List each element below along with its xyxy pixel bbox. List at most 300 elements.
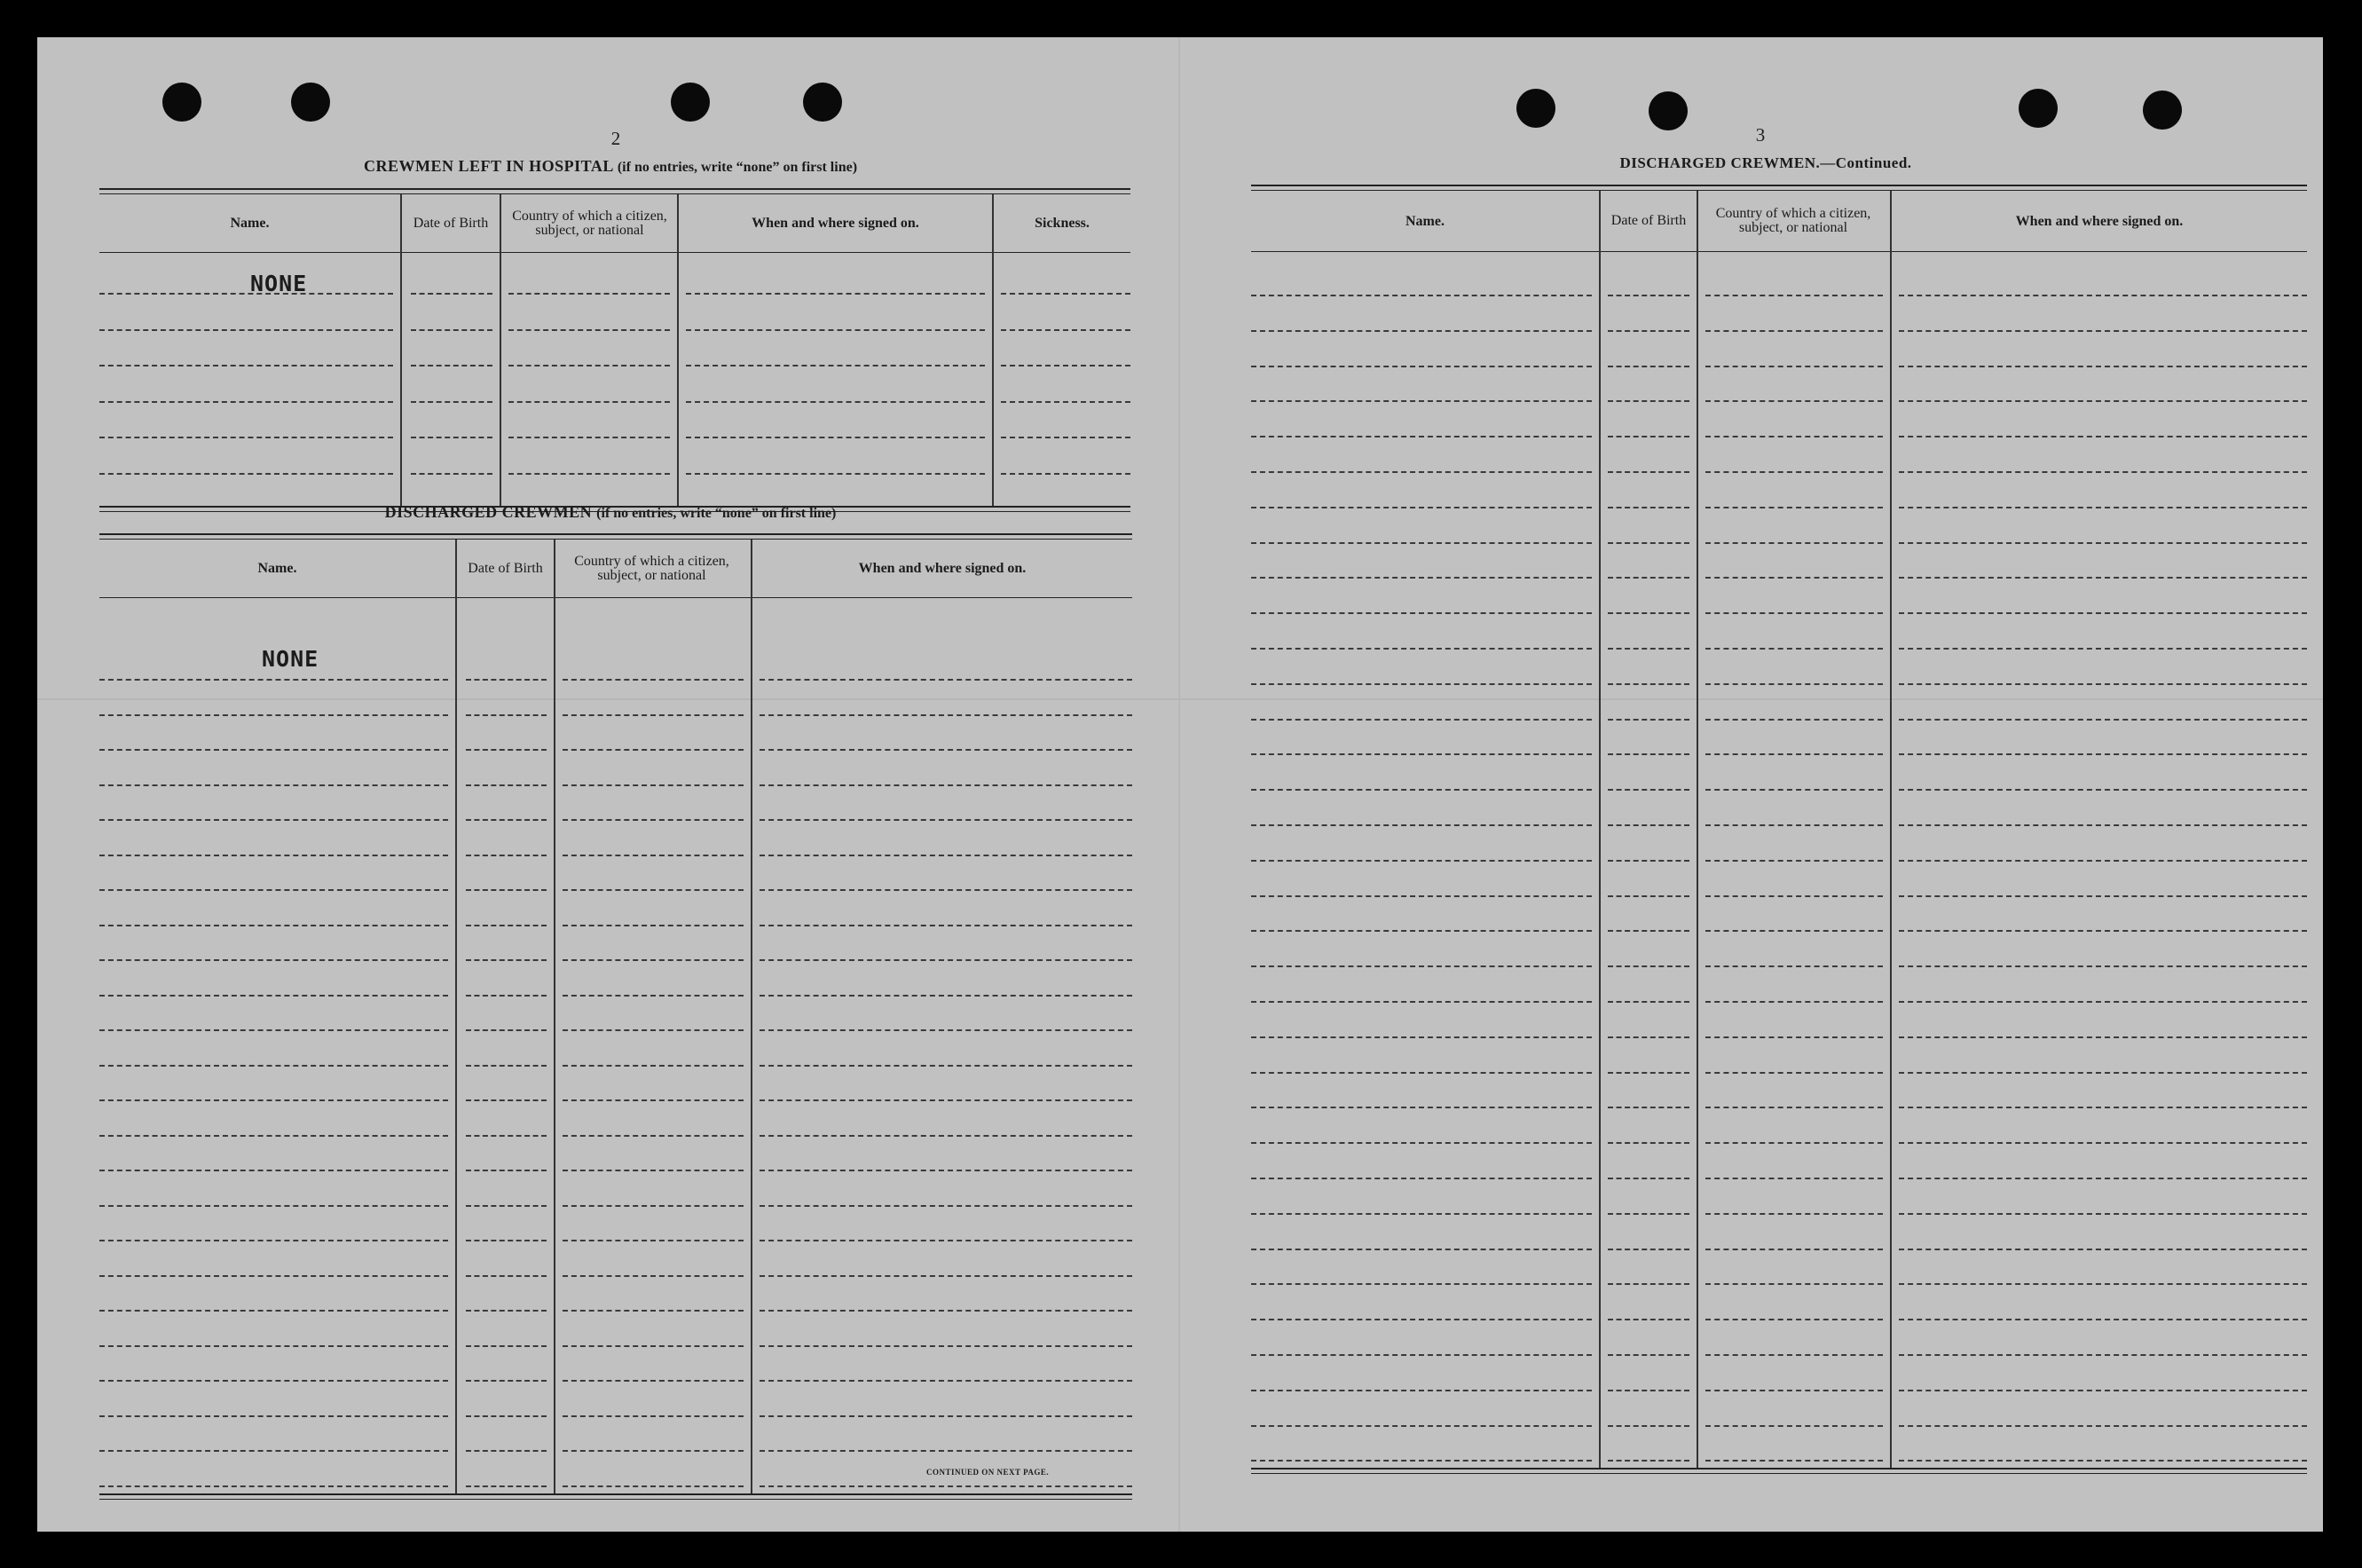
ruled-line: [1705, 295, 1883, 296]
ruled-line: [1899, 895, 2307, 897]
ruled-line: [1899, 1072, 2307, 1074]
ruled-line: [1251, 1001, 1592, 1003]
discharged-title-text: DISCHARGED CREWMEN: [384, 503, 593, 521]
ruled-line: [1251, 471, 1592, 473]
ruled-line: [466, 1170, 547, 1171]
ruled-line: [1608, 930, 1689, 932]
ruled-line: [1608, 1107, 1689, 1108]
ruled-line: [466, 819, 547, 821]
page-number-left: 2: [610, 128, 621, 149]
ruled-line: [1899, 965, 2307, 967]
ruled-line: [563, 925, 744, 926]
ruled-line: [1608, 1072, 1689, 1074]
ruled-line: [1251, 366, 1592, 367]
ruled-line: [411, 293, 492, 295]
ruled-line: [1608, 507, 1689, 508]
table-bottom-rule: [99, 1493, 1132, 1500]
ruled-line: [1608, 1142, 1689, 1144]
ruled-line: [563, 1065, 744, 1067]
table-top-rule: [99, 188, 1130, 194]
header-signed-on: When and where signed on.: [2015, 213, 2184, 229]
ruled-line: [1705, 1319, 1883, 1320]
ruled-line: [1608, 436, 1689, 437]
ruled-line: [1899, 824, 2307, 826]
ruled-line: [99, 1135, 448, 1137]
ruled-line: [1001, 473, 1130, 475]
ruled-line: [1608, 1249, 1689, 1250]
ruled-line: [760, 1310, 1132, 1312]
ruled-line: [563, 1205, 744, 1207]
ruled-line: [563, 995, 744, 997]
ruled-line: [99, 1170, 448, 1171]
column-divider: [500, 194, 501, 506]
ruled-line: [1608, 1354, 1689, 1356]
ruled-line: [1608, 542, 1689, 544]
ruled-line: [1705, 824, 1883, 826]
discharged-note-text: (if no entries, write “none” on first line): [596, 506, 837, 521]
ruled-line: [99, 679, 448, 681]
ruled-line: [1251, 1178, 1592, 1179]
ruled-line: [760, 1205, 1132, 1207]
ruled-line: [1899, 860, 2307, 862]
ruled-line: [563, 1345, 744, 1347]
ruled-line: [1608, 753, 1689, 755]
ruled-line: [411, 473, 492, 475]
ruled-line: [1608, 612, 1689, 614]
ruled-line: [99, 959, 448, 961]
ruled-line: [508, 365, 670, 366]
ruled-line: [466, 1205, 547, 1207]
ruled-line: [563, 749, 744, 751]
ruled-line: [1705, 1425, 1883, 1427]
ruled-line: [1705, 436, 1883, 437]
ruled-line: [1705, 1107, 1883, 1108]
hospital-table: [99, 188, 1130, 516]
ruled-line: [563, 714, 744, 716]
ruled-line: [1251, 295, 1592, 296]
ruled-line: [1705, 1249, 1883, 1250]
header-rule: [99, 252, 1130, 253]
ruled-line: [99, 1029, 448, 1031]
ruled-line: [1608, 895, 1689, 897]
header-name: Name.: [257, 561, 297, 576]
ruled-line: [508, 401, 670, 403]
ruled-line: [99, 819, 448, 821]
ruled-line: [1705, 683, 1883, 685]
ruled-line: [1705, 1036, 1883, 1038]
ruled-line: [1899, 1390, 2307, 1391]
ruled-line: [1251, 1249, 1592, 1250]
punch-hole: [1516, 89, 1555, 128]
ruled-line: [411, 365, 492, 366]
table-top-rule: [99, 533, 1132, 540]
ruled-line: [760, 1099, 1132, 1101]
ruled-line: [1251, 1354, 1592, 1356]
header-country: Country of which a citizen, subject, or national: [574, 554, 729, 583]
ruled-line: [1251, 1072, 1592, 1074]
ruled-line: [99, 365, 393, 366]
ruled-line: [411, 401, 492, 403]
ruled-line: [466, 1485, 547, 1487]
ruled-line: [1251, 1319, 1592, 1320]
ruled-line: [1251, 507, 1592, 508]
discharged-continued-table: [1251, 185, 2307, 1509]
ruled-line: [1608, 366, 1689, 367]
ruled-line: [1705, 542, 1883, 544]
ruled-line: [1251, 1142, 1592, 1144]
ruled-line: [466, 784, 547, 786]
ruled-line: [686, 365, 985, 366]
ruled-line: [686, 437, 985, 438]
hospital-section-title: [99, 157, 1122, 176]
ruled-line: [1705, 366, 1883, 367]
header-country: Country of which a citizen, subject, or national: [512, 209, 667, 238]
document-sheet: [37, 37, 2323, 1532]
ruled-line: [760, 995, 1132, 997]
ruled-line: [1705, 1001, 1883, 1003]
ruled-line: [1705, 330, 1883, 332]
ruled-line: [99, 293, 393, 295]
ruled-line: [563, 1275, 744, 1277]
ruled-line: [760, 714, 1132, 716]
ruled-line: [1899, 1319, 2307, 1320]
punch-hole: [162, 83, 201, 122]
ruled-line: [1899, 1249, 2307, 1250]
ruled-line: [1899, 1178, 2307, 1179]
ruled-line: [466, 959, 547, 961]
ruled-line: [99, 995, 448, 997]
column-divider: [554, 540, 555, 1493]
ruled-line: [760, 1065, 1132, 1067]
ruled-line: [1899, 683, 2307, 685]
ruled-line: [1899, 436, 2307, 437]
ruled-line: [466, 1240, 547, 1241]
ruled-line: [1251, 895, 1592, 897]
ruled-line: [1899, 1425, 2307, 1427]
ruled-line: [760, 1380, 1132, 1382]
ruled-line: [99, 401, 393, 403]
header-name: Name.: [230, 216, 270, 231]
ruled-line: [99, 329, 393, 331]
ruled-line: [508, 437, 670, 438]
ruled-line: [466, 1135, 547, 1137]
ruled-line: [1899, 366, 2307, 367]
ruled-line: [1705, 719, 1883, 721]
ruled-line: [760, 1275, 1132, 1277]
ruled-line: [1705, 1142, 1883, 1144]
ruled-line: [1001, 437, 1130, 438]
punch-hole: [803, 83, 842, 122]
ruled-line: [686, 473, 985, 475]
ruled-line: [563, 889, 744, 891]
ruled-line: [1705, 1178, 1883, 1179]
ruled-line: [466, 889, 547, 891]
ruled-line: [1251, 789, 1592, 791]
ruled-line: [1608, 1178, 1689, 1179]
ruled-line: [1705, 1354, 1883, 1356]
ruled-line: [1899, 1036, 2307, 1038]
ruled-line: [686, 329, 985, 331]
ruled-line: [563, 1135, 744, 1137]
ruled-line: [1899, 400, 2307, 402]
page-number-right: 3: [1755, 124, 1766, 146]
ruled-line: [1899, 330, 2307, 332]
punch-hole: [291, 83, 330, 122]
ruled-line: [1899, 1460, 2307, 1462]
ruled-line: [99, 473, 393, 475]
ruled-line: [1899, 295, 2307, 296]
ruled-line: [466, 679, 547, 681]
ruled-line: [466, 1450, 547, 1452]
ruled-line: [760, 925, 1132, 926]
ruled-line: [1001, 401, 1130, 403]
ruled-line: [1251, 577, 1592, 579]
ruled-line: [686, 293, 985, 295]
ruled-line: [1899, 1142, 2307, 1144]
ruled-line: [1251, 542, 1592, 544]
ruled-line: [760, 1135, 1132, 1137]
ruled-line: [563, 819, 744, 821]
discharged-table: [99, 533, 1132, 1501]
ruled-line: [1608, 648, 1689, 650]
column-divider: [455, 540, 457, 1493]
ruled-line: [1251, 1213, 1592, 1215]
ruled-line: [1608, 577, 1689, 579]
ruled-line: [760, 749, 1132, 751]
ruled-line: [1251, 824, 1592, 826]
ruled-line: [1705, 507, 1883, 508]
ruled-line: [1251, 753, 1592, 755]
ruled-line: [563, 1170, 744, 1171]
ruled-line: [1608, 860, 1689, 862]
ruled-line: [1899, 471, 2307, 473]
ruled-line: [1899, 1283, 2307, 1285]
table-top-rule: [1251, 185, 2307, 191]
hospital-note-text: (if no entries, write “none” on first line): [617, 160, 858, 175]
ruled-line: [99, 1205, 448, 1207]
ruled-line: [760, 1450, 1132, 1452]
column-divider: [1890, 191, 1892, 1468]
ruled-line: [466, 1065, 547, 1067]
ruled-line: [1899, 542, 2307, 544]
ruled-line: [1251, 1460, 1592, 1462]
ruled-line: [1705, 860, 1883, 862]
punch-hole: [671, 83, 710, 122]
ruled-line: [1608, 1390, 1689, 1391]
hospital-entry-none: NONE: [250, 271, 308, 296]
center-fold: [1178, 37, 1180, 1532]
ruled-line: [1899, 1001, 2307, 1003]
ruled-line: [563, 855, 744, 856]
ruled-line: [1251, 719, 1592, 721]
header-date-of-birth: Date of Birth: [468, 561, 543, 576]
column-divider: [751, 540, 752, 1493]
ruled-line: [1608, 824, 1689, 826]
ruled-line: [563, 1450, 744, 1452]
ruled-line: [1251, 1036, 1592, 1038]
ruled-line: [466, 855, 547, 856]
ruled-line: [1705, 577, 1883, 579]
table-bottom-rule: [1251, 1468, 2307, 1474]
ruled-line: [1705, 1283, 1883, 1285]
ruled-line: [1899, 1107, 2307, 1108]
ruled-line: [1705, 1390, 1883, 1391]
ruled-line: [1899, 577, 2307, 579]
ruled-line: [1608, 330, 1689, 332]
ruled-line: [411, 329, 492, 331]
ruled-line: [99, 1345, 448, 1347]
ruled-line: [466, 714, 547, 716]
ruled-line: [1608, 1001, 1689, 1003]
ruled-line: [99, 1450, 448, 1452]
ruled-line: [1251, 1107, 1592, 1108]
ruled-line: [563, 1415, 744, 1417]
ruled-line: [1251, 1390, 1592, 1391]
ruled-line: [508, 473, 670, 475]
header-date-of-birth: Date of Birth: [1610, 213, 1687, 228]
ruled-line: [1608, 683, 1689, 685]
ruled-line: [1608, 1319, 1689, 1320]
ruled-line: [99, 1380, 448, 1382]
ruled-line: [1251, 683, 1592, 685]
discharged-entry-none: NONE: [262, 646, 319, 672]
header-name: Name.: [1405, 213, 1445, 229]
header-country: Country of which a citizen, subject, or national: [1715, 206, 1871, 235]
column-divider: [1697, 191, 1698, 1468]
ruled-line: [466, 1029, 547, 1031]
ruled-line: [760, 819, 1132, 821]
ruled-line: [1899, 612, 2307, 614]
header-rule: [1251, 251, 2307, 252]
ruled-line: [1251, 612, 1592, 614]
column-divider: [1599, 191, 1601, 1468]
ruled-line: [466, 1415, 547, 1417]
ruled-line: [1001, 329, 1130, 331]
ruled-line: [99, 437, 393, 438]
ruled-line: [1899, 789, 2307, 791]
ruled-line: [760, 1415, 1132, 1417]
ruled-line: [1251, 648, 1592, 650]
ruled-line: [508, 293, 670, 295]
ruled-line: [99, 855, 448, 856]
ruled-line: [1899, 1354, 2307, 1356]
ruled-line: [1251, 965, 1592, 967]
ruled-line: [1899, 719, 2307, 721]
ruled-line: [760, 1240, 1132, 1241]
ruled-line: [1608, 789, 1689, 791]
ruled-line: [686, 401, 985, 403]
ruled-line: [99, 1240, 448, 1241]
right-section-title: DISCHARGED CREWMEN.—Continued.: [1619, 154, 1912, 171]
ruled-line: [760, 1485, 1132, 1487]
ruled-line: [99, 749, 448, 751]
ruled-line: [508, 329, 670, 331]
ruled-line: [1001, 365, 1130, 366]
ruled-line: [563, 1099, 744, 1101]
ruled-line: [1608, 1460, 1689, 1462]
ruled-line: [1705, 400, 1883, 402]
ruled-line: [1001, 293, 1130, 295]
ruled-line: [466, 749, 547, 751]
ruled-line: [563, 1029, 744, 1031]
ruled-line: [1705, 965, 1883, 967]
ruled-line: [1251, 860, 1592, 862]
ruled-line: [99, 1275, 448, 1277]
hospital-title-text: CREWMEN LEFT IN HOSPITAL: [363, 157, 613, 175]
ruled-line: [1705, 789, 1883, 791]
ruled-line: [1251, 400, 1592, 402]
header-signed-on: When and where signed on.: [858, 561, 1027, 576]
ruled-line: [1899, 648, 2307, 650]
ruled-line: [563, 1310, 744, 1312]
ruled-line: [99, 784, 448, 786]
ruled-line: [1608, 295, 1689, 296]
ruled-line: [1899, 930, 2307, 932]
ruled-line: [1251, 930, 1592, 932]
ruled-line: [99, 1065, 448, 1067]
ruled-line: [563, 1240, 744, 1241]
ruled-line: [1608, 1213, 1689, 1215]
ruled-line: [1899, 507, 2307, 508]
ruled-line: [760, 1170, 1132, 1171]
ruled-line: [760, 784, 1132, 786]
ruled-line: [563, 959, 744, 961]
punch-hole: [1649, 91, 1688, 130]
ruled-line: [466, 1345, 547, 1347]
ruled-line: [760, 855, 1132, 856]
ruled-line: [1899, 753, 2307, 755]
ruled-line: [1251, 1425, 1592, 1427]
ruled-line: [99, 1099, 448, 1101]
ruled-line: [563, 1485, 744, 1487]
ruled-line: [1705, 1213, 1883, 1215]
ruled-line: [99, 889, 448, 891]
ruled-line: [563, 784, 744, 786]
ruled-line: [760, 889, 1132, 891]
ruled-line: [99, 1485, 448, 1487]
ruled-line: [466, 1099, 547, 1101]
ruled-line: [1608, 1425, 1689, 1427]
ruled-line: [563, 1380, 744, 1382]
ruled-line: [760, 1029, 1132, 1031]
ruled-line: [1705, 648, 1883, 650]
ruled-line: [1608, 400, 1689, 402]
ruled-line: [1251, 436, 1592, 437]
header-sickness: Sickness.: [1035, 216, 1090, 231]
ruled-line: [1608, 965, 1689, 967]
ruled-line: [411, 437, 492, 438]
ruled-line: [1705, 753, 1883, 755]
ruled-line: [99, 1415, 448, 1417]
punch-hole: [2143, 91, 2182, 130]
ruled-line: [466, 1275, 547, 1277]
continued-footer: CONTINUED ON NEXT PAGE.: [926, 1468, 1050, 1477]
ruled-line: [99, 1310, 448, 1312]
ruled-line: [1251, 330, 1592, 332]
punch-hole: [2019, 89, 2058, 128]
header-rule: [99, 597, 1132, 598]
ruled-line: [1608, 1036, 1689, 1038]
ruled-line: [760, 1345, 1132, 1347]
ruled-line: [1705, 930, 1883, 932]
ruled-line: [1705, 1460, 1883, 1462]
ruled-line: [1251, 1283, 1592, 1285]
header-date-of-birth: Date of Birth: [413, 216, 489, 231]
ruled-line: [760, 959, 1132, 961]
ruled-line: [466, 1380, 547, 1382]
ruled-line: [1705, 895, 1883, 897]
header-signed-on: When and where signed on.: [752, 216, 919, 231]
